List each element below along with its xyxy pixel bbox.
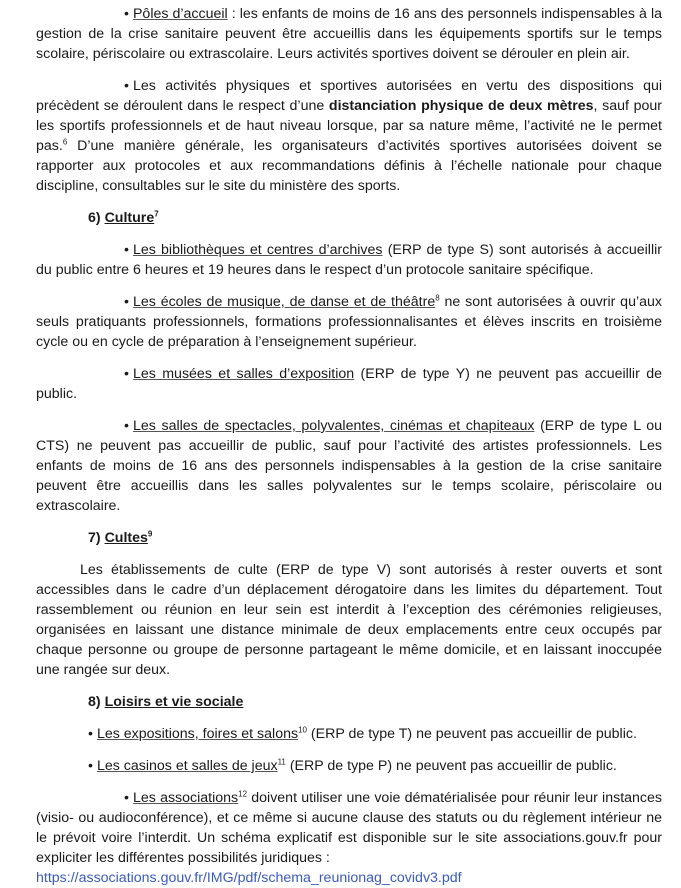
bullet-icon: • — [124, 418, 129, 434]
item-text: ne sont autorisées à ouvrir qu’aux seuls pratiquants professionnels, formations professionnalisantes et élèves inscrits en troisième cycle ou en cycle de préparation à l’enseignement supérieur. — [36, 294, 662, 350]
section-number: 7) — [88, 530, 105, 546]
list-item-associations — [36, 788, 662, 888]
section-heading-loisirs — [88, 692, 662, 712]
footnote-ref[interactable]: 10 — [298, 725, 307, 735]
item-text: doivent utiliser une voie dématérialisée pour réunir leur instances (visio- ou audioconférence), et ce même si aucune clause des statuts ou du règlement intérieur ne le prévoit voire l’interdit. Un schéma explicatif est disponible sur le site associations.gouv.fr pour expliciter les différentes possibilités juridiques : — [36, 790, 662, 866]
section-heading-culture — [88, 208, 662, 228]
section-title: Culture — [104, 210, 155, 226]
bullet-icon: • — [124, 366, 129, 382]
footnote-ref[interactable]: 9 — [147, 529, 153, 539]
bullet-icon: • — [124, 6, 129, 22]
list-item-expositions — [88, 724, 662, 744]
paragraph-text-b: , sauf pour les sportifs professionnels et de haut niveau lorsque, par sa nature même, l’activité ne le permet pas. — [36, 98, 663, 154]
footnote-ref[interactable]: 11 — [277, 757, 286, 767]
paragraph-activites-physiques — [36, 76, 662, 196]
bullet-icon: • — [88, 758, 93, 774]
footnote-ref[interactable]: 12 — [238, 789, 248, 799]
paragraph-text-c: D’une manière générale, les organisateurs d’activités sportives autorisées doivent se rapporter aux protocoles et aux recommandations définis à l’échelle nationale pour chaque discipline, consultables sur le site du ministère des sports. — [36, 138, 662, 194]
footnote-ref[interactable]: 7 — [154, 209, 159, 219]
item-label: Les écoles de musique, de danse et de théâtre — [132, 294, 436, 310]
paragraph-poles-accueil — [36, 4, 662, 64]
section-title: Cultes — [104, 530, 148, 546]
item-text: (ERP de type P) ne peuvent pas accueillir de public. — [285, 758, 617, 774]
item-label: Les expositions, foires et salons — [96, 726, 299, 742]
paragraph-text: : les enfants de moins de 16 ans des personnels indispensables à la gestion de la crise sanitaire peuvent être accueillis dans les équipements sportifs sur le temps scolaire, périscolaire ou extrascolaire. Leurs activités sportives doivent se dérouler en plein air. — [36, 6, 663, 62]
bullet-icon: • — [124, 78, 129, 94]
term-poles-accueil: Pôles d’accueil — [132, 6, 228, 22]
bold-distanciation: distanciation physique de deux mètres — [328, 98, 594, 114]
item-label: Les salles de spectacles, polyvalentes, cinémas et chapiteaux — [132, 418, 535, 434]
item-text: (ERP de type T) ne peuvent pas accueillir de public. — [306, 726, 637, 742]
section-heading-cultes — [88, 528, 662, 548]
paragraph-text-a: Les activités physiques et sportives autorisées en vertu des dispositions qui précèdent se déroulent dans le respect d’une — [36, 78, 662, 114]
bullet-icon: • — [124, 294, 129, 310]
footnote-ref[interactable]: 8 — [435, 293, 440, 303]
list-item-ecoles — [36, 292, 662, 352]
list-item-casinos — [88, 756, 662, 776]
bullet-icon: • — [124, 242, 129, 258]
list-item-bibliotheques — [36, 240, 662, 280]
paragraph-cultes: Les établissements de culte (ERP de type V) sont autorisés à rester ouverts et sont accessibles dans le cadre d’un déplacement dérogatoire dans les limites du département. Tout rassemblement ou réunion en leur sein est interdit à l’exception des cérémonies religieuses, organisées en laissant une distance minimale de deux emplacements entre ceux occupés par chaque personne ou groupe de personne partageant le même domicile, et en laissant inoccupée une rangée sur deux. — [36, 562, 662, 678]
section-title: Loisirs et vie sociale — [104, 694, 244, 710]
section-number: 8) — [88, 694, 105, 710]
item-text: (ERP de type S) sont autorisés à accueillir du public entre 6 heures et 19 heures dans le respect d’un protocole sanitaire spécifique. — [36, 242, 662, 278]
item-text: (ERP de type Y) ne peuvent pas accueillir de public. — [36, 366, 662, 402]
list-item-salles-spectacles — [36, 416, 662, 516]
item-label: Les musées et salles d’exposition — [132, 366, 355, 382]
item-label: Les associations — [132, 790, 239, 806]
bullet-icon: • — [124, 790, 129, 806]
schema-link[interactable]: https://associations.gouv.fr/IMG/pdf/schema_reunionag_covidv3.pdf — [36, 870, 462, 886]
item-label: Les casinos et salles de jeux — [96, 758, 278, 774]
item-label: Les bibliothèques et centres d’archives — [132, 242, 383, 258]
item-text: (ERP de type L ou CTS) ne peuvent pas accueillir de public, sauf pour l’activité des artistes professionnels. Les enfants de moins de 16 ans des personnels indispensables à la gestion de la crise sanitaire peuvent être accueillis dans les salles polyvalentes sur le temps scolaire, périscolaire ou extrascolaire. — [36, 418, 663, 514]
footnote-ref[interactable]: 6 — [62, 137, 68, 147]
section-number: 6) — [88, 210, 105, 226]
bullet-icon: • — [88, 726, 93, 742]
list-item-musees — [36, 364, 662, 404]
